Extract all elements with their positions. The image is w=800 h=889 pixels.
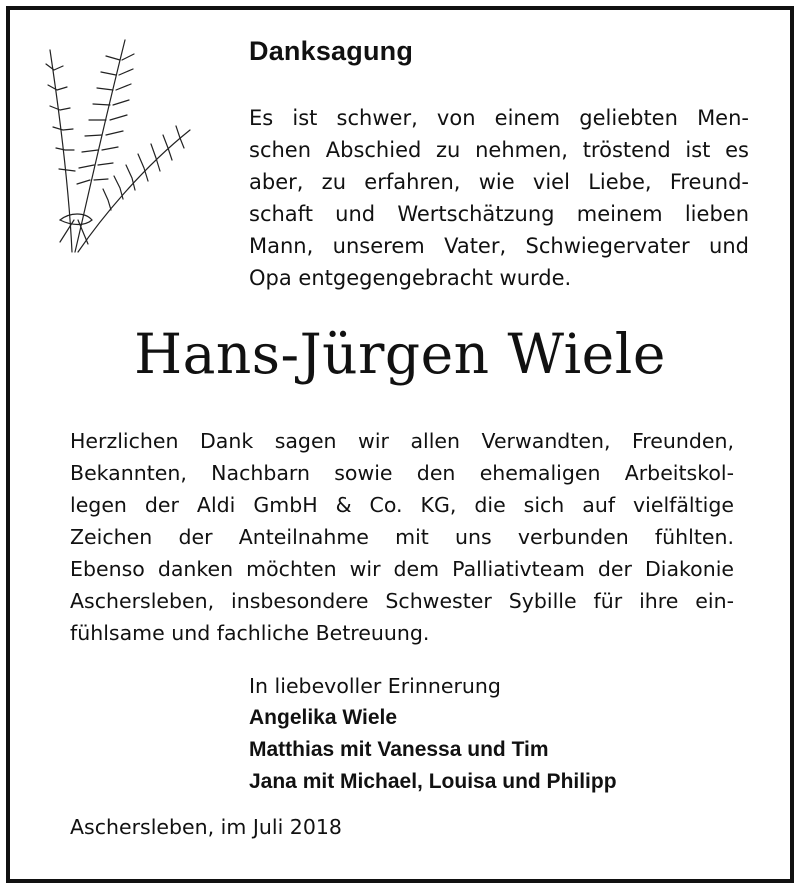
closing-phrase: In liebevoller Erinnerung [249, 674, 501, 698]
signature: Angelika Wiele [249, 706, 398, 729]
intro-paragraph [249, 102, 749, 294]
intro-line: schen Abschied zu nehmen, tröstend ist es [249, 138, 749, 162]
body-line: Zeichen der Anteilnahme mit uns verbunden fühlten. [70, 525, 734, 549]
heading: Danksagung [249, 36, 414, 66]
deceased-name: Hans-Jürgen Wiele [134, 322, 666, 386]
body-line: Herzlichen Dank sagen wir allen Verwandten, Freunden, [70, 429, 734, 453]
signature: Jana mit Michael, Louisa und Philipp [249, 770, 617, 793]
body-line: Aschersleben, insbesondere Schwester Sybille für ihre ein- [70, 589, 734, 613]
place-date: Aschersleben, im Juli 2018 [70, 815, 342, 839]
intro-line: Es ist schwer, von einem geliebten Men- [249, 106, 749, 130]
intro-line: schaft und Wertschätzung meinem lieben [249, 202, 749, 226]
signature: Matthias mit Vanessa und Tim [249, 738, 549, 761]
body-line: fühlsame und fachliche Betreuung. [70, 621, 430, 645]
thanks-paragraph [70, 425, 734, 649]
intro-line: Mann, unserem Vater, Schwiegervater und [249, 234, 749, 258]
closing-block [249, 670, 617, 798]
body-line: legen der Aldi GmbH & Co. KG, die sich auf vielfältige [70, 493, 734, 517]
body-line: Ebenso danken möchten wir dem Palliativteam der Diakonie [70, 557, 734, 581]
body-line: Bekannten, Nachbarn sowie den ehemaligen Arbeitskol- [70, 461, 734, 485]
intro-line: aber, zu erfahren, wie viel Liebe, Freund- [249, 170, 749, 194]
intro-line: Opa entgegengebracht wurde. [249, 266, 572, 290]
fern-icon [30, 20, 210, 260]
